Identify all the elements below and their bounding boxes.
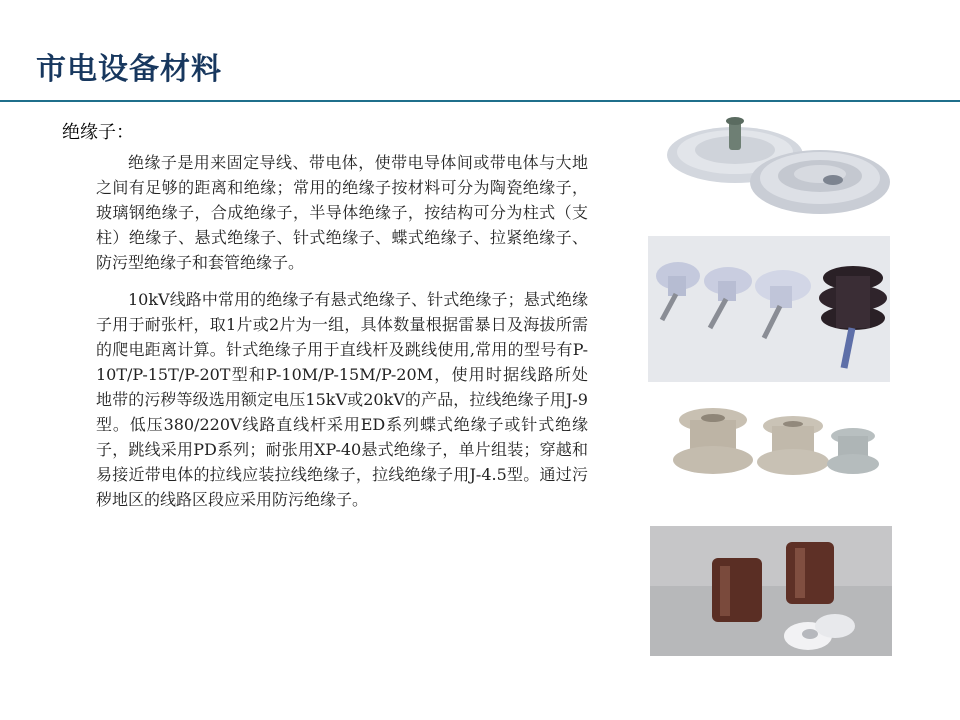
spool-insulator-photo — [668, 398, 880, 496]
paragraph-2: 10kV线路中常用的绝缘子有悬式绝缘子、针式绝缘子；悬式绝缘子用于耐张杆，取1片或2片为一组，具体数量根据雷暴日及海拔所需的爬电距离计算。针式绝缘子用于直线杆及跳线使用,常用的型号有P-10T/P-15T/P-20T型和P-10M/P-15M/P-20M，使用时据线路所处地带的污秽等级选用额定电压15kV或20kV的产品，拉线绝缘子用J-9型。低压380/220V线路直线杆采用ED系列蝶式绝缘子或针式绝缘子，跳线采用PD系列；耐张用XP-40悬式绝缘子，单片组装；穿越和易接近带电体的拉线应装拉线绝缘子，拉线绝缘子用J-4.5型。通过污秽地区的线路区段应采用防污绝缘子。 — [96, 290, 588, 509]
strain-insulator-photo — [650, 526, 892, 656]
slide-title: 市电设备材料 — [36, 52, 222, 87]
body-text — [96, 150, 588, 524]
pin-insulator-photo — [648, 236, 890, 382]
paragraph-1: 绝缘子是用来固定导线、带电体，使带电导体间或带电体与大地之间有足够的距离和绝缘；常用的绝缘子按材料可分为陶瓷绝缘子，玻璃钢绝缘子，合成绝缘子，半导体绝缘子，按结构可分为柱式（支柱）绝缘子、悬式绝缘子、针式绝缘子、蝶式绝缘子、拉紧绝缘子、防污型绝缘子和套管绝缘子。 — [96, 153, 588, 272]
title-divider — [0, 100, 960, 102]
section-label: 绝缘子： — [62, 122, 134, 143]
suspension-insulator-photo — [655, 110, 895, 220]
